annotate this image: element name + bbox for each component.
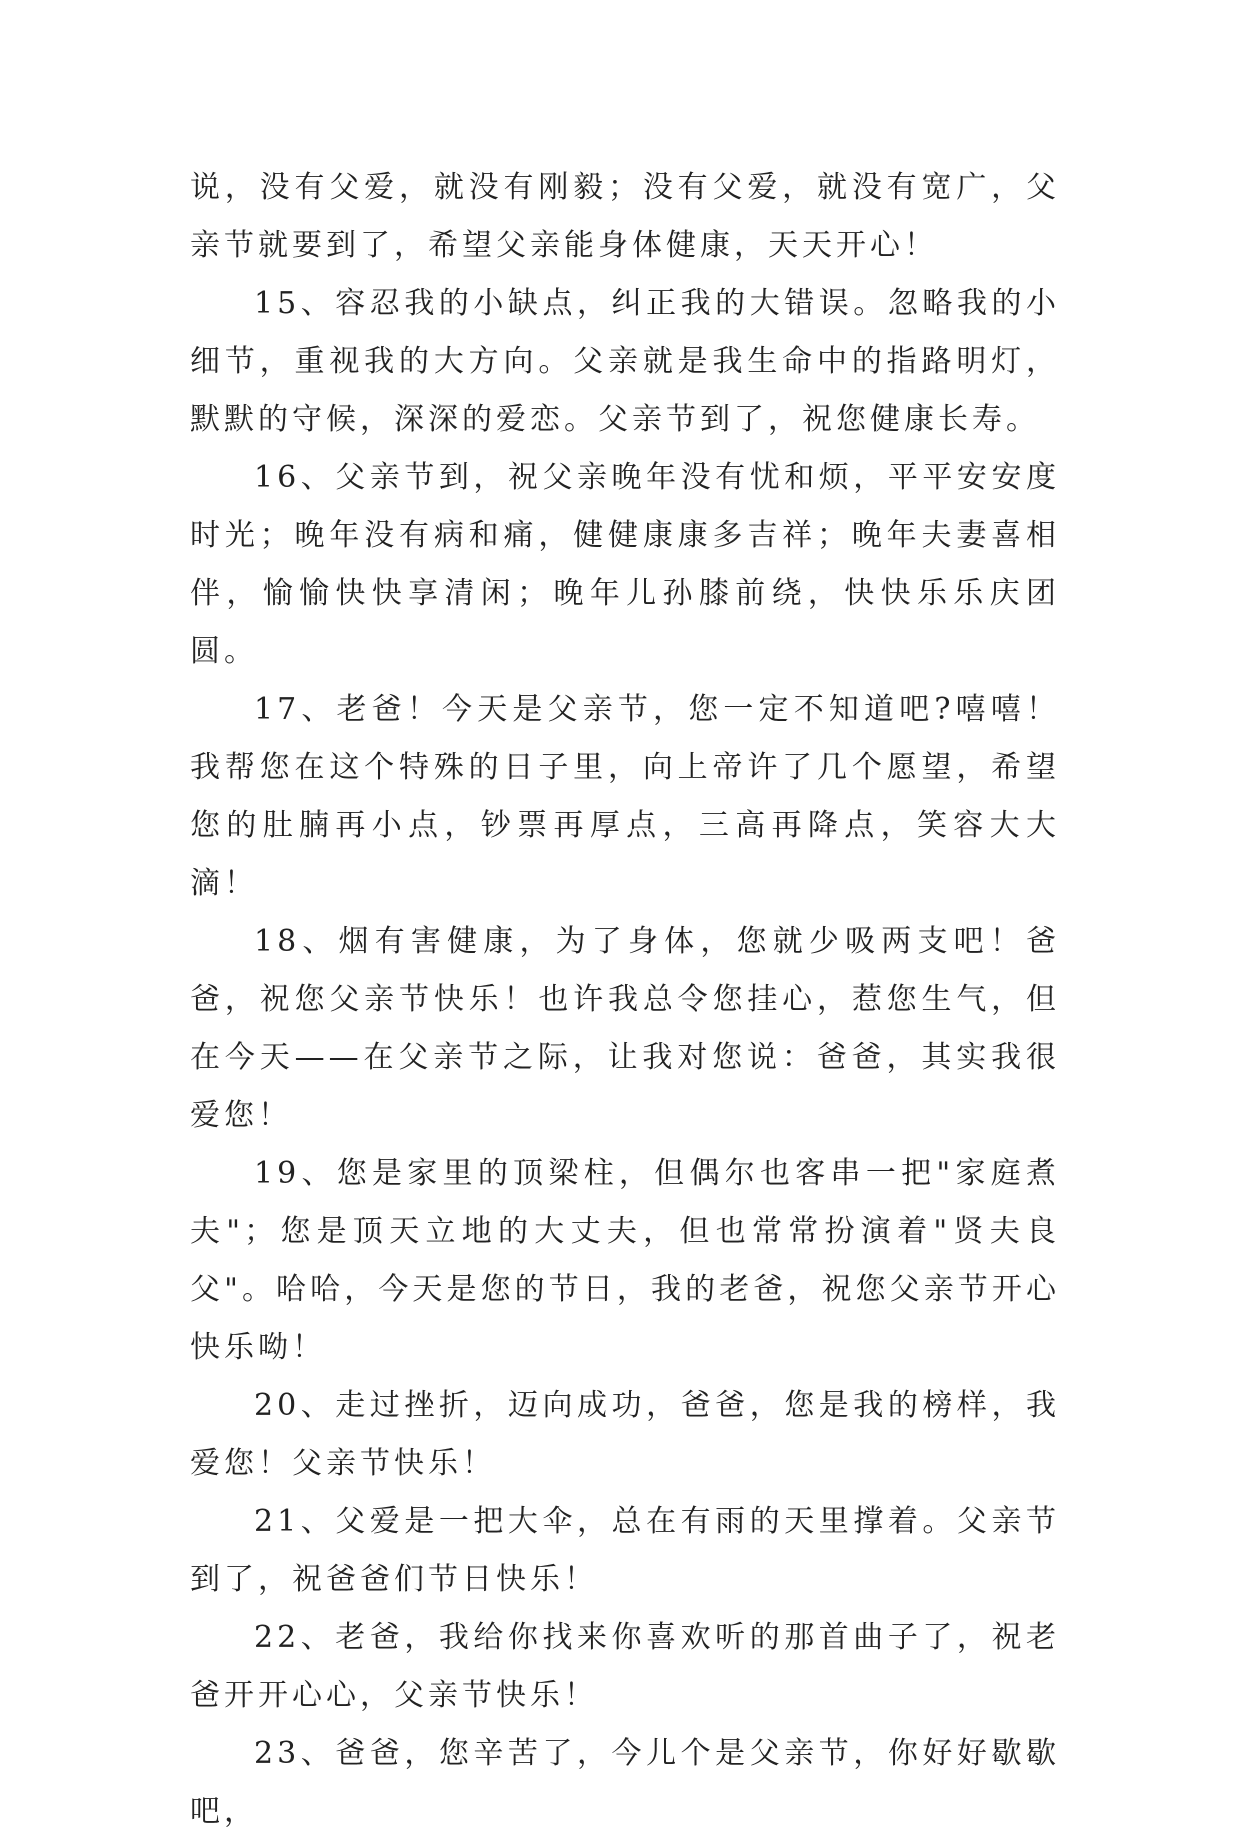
paragraph-20: 20、走过挫折，迈向成功，爸爸，您是我的榜样，我爱您！父亲节快乐！: [190, 1388, 1060, 1481]
paragraph-17: 17、老爸！今天是父亲节，您一定不知道吧?嘻嘻！我帮您在这个特殊的日子里，向上帝许了几个愿望，希望您的肚腩再小点，钞票再厚点，三高再降点，笑容大大滴！: [190, 692, 1060, 901]
paragraph-18: 18、烟有害健康，为了身体，您就少吸两支吧！爸爸，祝您父亲节快乐！也许我总令您挂心，惹您生气，但在今天——在父亲节之际，让我对您说：爸爸，其实我很爱您！: [190, 924, 1060, 1133]
paragraph-21: 21、父爱是一把大伞，总在有雨的天里撑着。父亲节到了，祝爸爸们节日快乐！: [190, 1504, 1060, 1597]
paragraph-22: 22、老爸，我给你找来你喜欢听的那首曲子了，祝老爸开开心心，父亲节快乐！: [190, 1620, 1060, 1713]
paragraph-15: 15、容忍我的小缺点，纠正我的大错误。忽略我的小细节，重视我的大方向。父亲就是我生命中的指路明灯，默默的守候，深深的爱恋。父亲节到了，祝您健康长寿。: [190, 286, 1060, 437]
paragraph-19: 19、您是家里的顶梁柱，但偶尔也客串一把"家庭煮夫"；您是顶天立地的大丈夫，但也常常扮演着"贤夫良父"。哈哈，今天是您的节日，我的老爸，祝您父亲节开心快乐呦！: [190, 1156, 1060, 1365]
paragraph-16: 16、父亲节到，祝父亲晚年没有忧和烦，平平安安度时光；晚年没有病和痛，健健康康多吉祥；晚年夫妻喜相伴，愉愉快快享清闲；晚年儿孙膝前绕，快快乐乐庆团圆。: [190, 460, 1060, 669]
document-body: [190, 159, 1060, 1841]
paragraph-23: 23、爸爸，您辛苦了，今儿个是父亲节，你好好歇歇吧，: [190, 1736, 1060, 1829]
paragraph-continued: 说，没有父爱，就没有刚毅；没有父爱，就没有宽广，父亲节就要到了，希望父亲能身体健康，天天开心！: [190, 170, 1060, 263]
